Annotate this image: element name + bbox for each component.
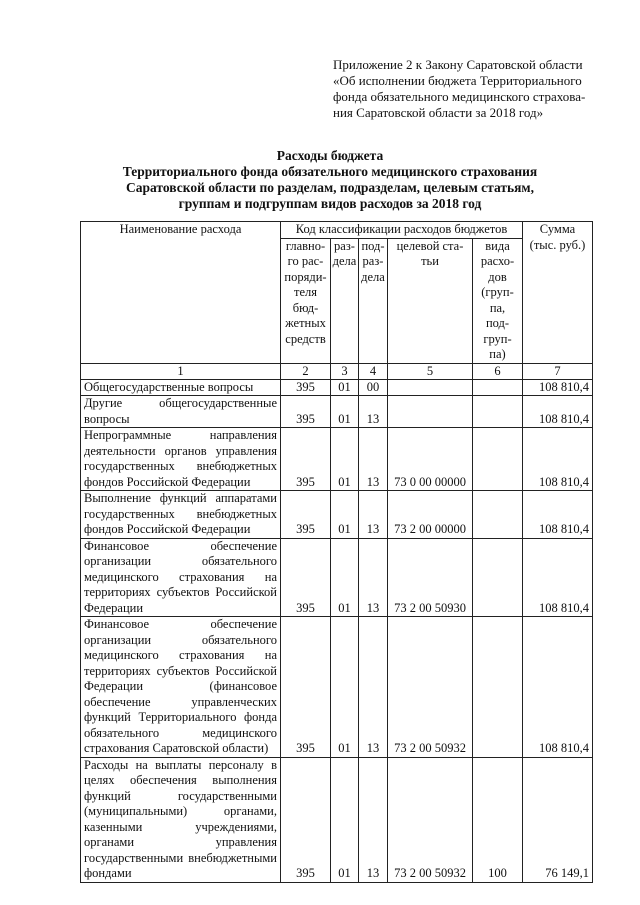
- row-subsection: 13: [359, 538, 388, 617]
- row-subsection: 13: [359, 491, 388, 539]
- header-target: [388, 238, 473, 363]
- header-sum-line: (тыс. руб.): [529, 237, 586, 252]
- row-target: 73 2 00 50930: [388, 538, 473, 617]
- table-row: [81, 396, 593, 428]
- row-name: Непрограммные направления деятельности органов управления государственных внебюджетных фондов Российской Федерации: [81, 428, 281, 491]
- row-admin: 395: [281, 379, 331, 396]
- row-name: Общегосударственные вопросы: [81, 379, 281, 396]
- header-expense-type: [473, 238, 523, 363]
- header-line: расхо-: [480, 254, 515, 268]
- title-line: группам и подгруппам видов расходов за 2018 год: [178, 196, 482, 211]
- column-number: 6: [473, 363, 523, 379]
- column-number: 1: [81, 363, 281, 379]
- header-line: па,: [489, 300, 506, 315]
- row-admin: 395: [281, 491, 331, 539]
- row-subsection: 13: [359, 617, 388, 758]
- title-line: Территориального фонда обязательного медицинского страхования: [122, 164, 538, 179]
- title-line: Саратовской области по разделам, подразделам, целевым статьям,: [126, 180, 534, 195]
- row-section: 01: [331, 538, 359, 617]
- row-admin: 395: [281, 396, 331, 428]
- header-line: теля: [294, 285, 317, 299]
- column-number: 3: [331, 363, 359, 379]
- row-type: [473, 538, 523, 617]
- row-section: 01: [331, 396, 359, 428]
- header-line: жетных: [285, 316, 326, 330]
- column-number: 7: [523, 363, 593, 379]
- header-line: целевой ста-: [396, 238, 464, 253]
- header-line: груп-: [483, 331, 512, 346]
- row-target: 73 2 00 00000: [388, 491, 473, 539]
- row-name: Финансовое обеспечение организации обязательного медицинского страхования на территориях субъектов Российской Федерации: [81, 538, 281, 617]
- header-line: под-: [485, 316, 510, 330]
- row-sum: 108 810,4: [523, 538, 593, 617]
- row-sum: 108 810,4: [523, 379, 593, 396]
- row-target: [388, 379, 473, 396]
- header-line: тьи: [421, 254, 439, 268]
- row-type: [473, 396, 523, 428]
- header-line: раз-: [334, 238, 355, 253]
- row-type: [473, 379, 523, 396]
- header-line: поряди-: [284, 269, 327, 284]
- appendix-line: ния Саратовской области за 2018 год»: [333, 105, 544, 120]
- header-line: дела: [361, 269, 385, 284]
- row-subsection: 13: [359, 757, 388, 882]
- row-subsection: 13: [359, 428, 388, 491]
- header-sum-line: Сумма: [539, 222, 576, 236]
- header-line: средств: [285, 331, 326, 346]
- header-line: под-: [361, 238, 385, 253]
- row-target: [388, 396, 473, 428]
- row-admin: 395: [281, 428, 331, 491]
- row-admin: 395: [281, 617, 331, 758]
- column-number-row: [81, 363, 593, 379]
- column-number: 2: [281, 363, 331, 379]
- row-name: Финансовое обеспечение организации обязательного медицинского страхования на территориях субъектов Российской Федерации (финансовое обеспечение управленческих функций Территориального фонда обязательного медицинского страхования Саратовской области): [81, 617, 281, 758]
- appendix-line: Приложение 2 к Закону Саратовской области: [333, 57, 583, 72]
- row-section: 01: [331, 757, 359, 882]
- row-name: Расходы на выплаты персоналу в целях обеспечения выполнения функций государственными (муниципальными) органами, казенными учреждениями, органами управления государственными внебюджетными фондами: [81, 757, 281, 882]
- table-row: [81, 379, 593, 396]
- table-row: [81, 617, 593, 758]
- row-target: 73 0 00 00000: [388, 428, 473, 491]
- appendix-line: фонда обязательного медицинского страхова-: [333, 89, 586, 104]
- table-row: [81, 428, 593, 491]
- header-line: (груп-: [481, 285, 514, 299]
- row-section: 01: [331, 428, 359, 491]
- row-sum: 108 810,4: [523, 428, 593, 491]
- row-admin: 395: [281, 757, 331, 882]
- appendix-note: [333, 57, 591, 121]
- row-subsection: 00: [359, 379, 388, 396]
- table-row: [81, 538, 593, 617]
- header-main-admin: [281, 238, 331, 363]
- title-line: Расходы бюджета: [276, 148, 384, 163]
- table-row: [81, 491, 593, 539]
- header-line: па): [489, 347, 506, 361]
- row-name: Выполнение функций аппаратами государственных внебюджетных фондов Российской Федерации: [81, 491, 281, 539]
- row-subsection: 13: [359, 396, 388, 428]
- header-line: главно-: [285, 238, 326, 253]
- header-line: бюд-: [292, 300, 319, 315]
- document-title: [60, 148, 600, 212]
- row-admin: 395: [281, 538, 331, 617]
- header-line: дела: [332, 254, 357, 268]
- row-sum: 108 810,4: [523, 396, 593, 428]
- appendix-line: «Об исполнении бюджета Территориального: [333, 73, 582, 88]
- header-line: раз-: [362, 254, 384, 268]
- row-section: 01: [331, 379, 359, 396]
- header-name: Наименование расхода: [81, 222, 281, 364]
- row-type: [473, 491, 523, 539]
- row-type: [473, 617, 523, 758]
- header-subsection: [359, 238, 388, 363]
- row-sum: 76 149,1: [523, 757, 593, 882]
- header-code-group: Код классификации расходов бюджетов: [281, 222, 523, 239]
- header-sum: [523, 222, 593, 364]
- row-name: Другие общегосударственные вопросы: [81, 396, 281, 428]
- column-number: 5: [388, 363, 473, 379]
- row-section: 01: [331, 617, 359, 758]
- header-line: вида: [485, 238, 510, 253]
- row-sum: 108 810,4: [523, 617, 593, 758]
- row-target: 73 2 00 50932: [388, 757, 473, 882]
- row-section: 01: [331, 491, 359, 539]
- row-target: 73 2 00 50932: [388, 617, 473, 758]
- header-section: [331, 238, 359, 363]
- row-type: [473, 428, 523, 491]
- table-row: [81, 757, 593, 882]
- header-line: го рас-: [287, 254, 324, 268]
- header-line: дов: [488, 269, 507, 284]
- budget-table: [80, 221, 593, 883]
- row-type: 100: [473, 757, 523, 882]
- column-number: 4: [359, 363, 388, 379]
- row-sum: 108 810,4: [523, 491, 593, 539]
